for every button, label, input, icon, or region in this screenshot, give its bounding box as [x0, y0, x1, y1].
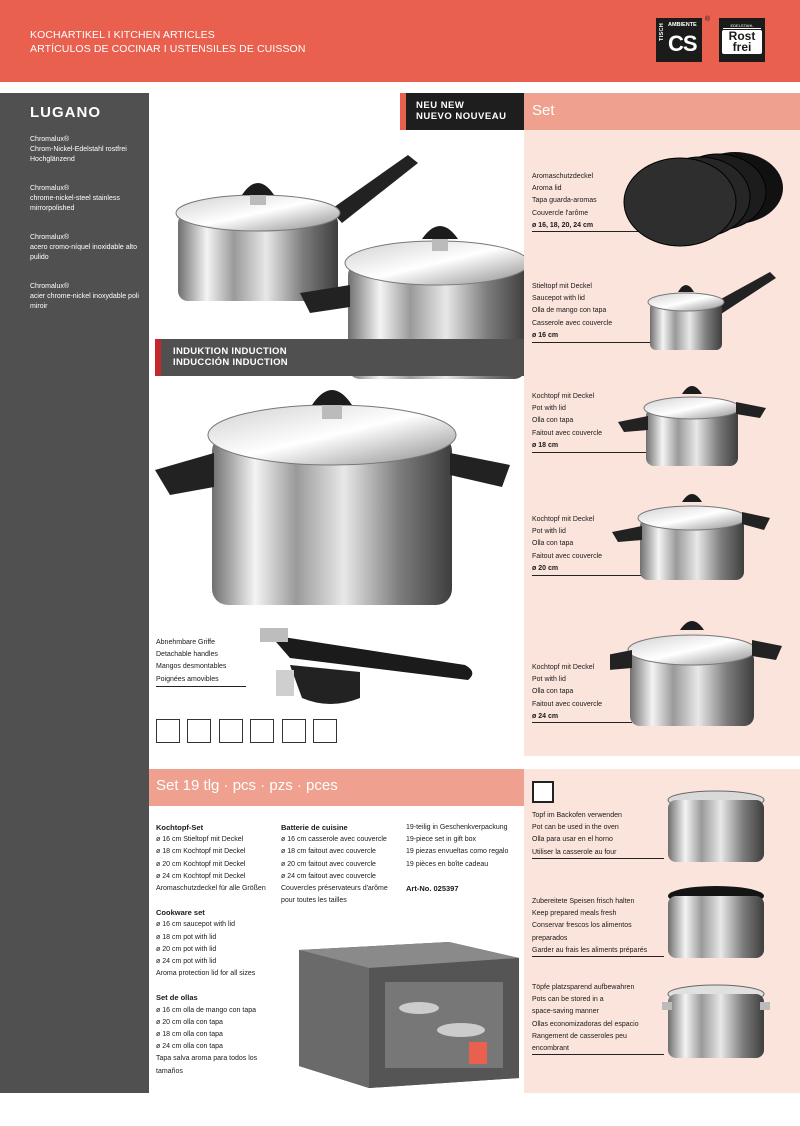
large-pot-image	[155, 390, 510, 605]
product-saucepot-text: Stieltopf mit Deckel Saucepot with lid Olla de mango con tapa Casserole avec couvercle ø 16 cm	[532, 283, 613, 339]
cookware-column-3: 19-teilig in Geschenkverpackung 19-piece set in gift box 19 piezas envueltas como regalo 19 pièces en boîte cadeau Art-No. 025397	[406, 822, 508, 895]
sidebar-block-de: Chromalux® Chrom-Nickel-Edelstahl rostfrei Hochglänzend	[30, 136, 127, 163]
tisch-ambiente-cs-logo: TISCH AMBIENTE CS ®	[656, 18, 702, 62]
product-pot-24-text: Kochtopf mit Deckel Pot with lid Olla con tapa Faitout avec couvercle ø 24 cm	[532, 664, 603, 720]
divider	[532, 956, 664, 957]
product-pot-20-text: Kochtopf mit Deckel Pot with lid Olla con tapa Faitout avec couvercle ø 20 cm	[532, 516, 603, 572]
oven-icon	[532, 781, 554, 803]
product-line-title: LUGANO	[30, 104, 101, 121]
pot-20-image	[612, 494, 770, 580]
product-thumbnails	[610, 140, 800, 750]
feature-images	[660, 788, 772, 1068]
product-aroma-lid-text: Aromaschutzdeckel Aroma lid Tapa guarda-aromas Couvercle l'arôme ø 16, 18, 20, 24 cm	[532, 173, 597, 229]
induction-badge: INDUKTION INDUCTION INDUCCIÓN INDUCTION	[155, 339, 524, 376]
set-title: Set 19 tlg · pcs · pzs · pces	[156, 777, 338, 794]
sidebar-block-fr: Chromalux® acier chrome-nickel inoxydable poli miroir	[30, 283, 139, 310]
pot-18-image	[618, 386, 766, 466]
set-bar	[524, 93, 800, 130]
new-badge: NEU NEW NUEVO NOUVEAU	[400, 93, 524, 130]
cookware-column-2: Batterie de cuisine ø 16 cm casserole avec couvercle ø 18 cm faitout avec couvercle ø 20 cm faitout avec couvercle ø 24 cm faitout avec couvercle Couvercles préservateurs d'arôme pour toutes les tailles	[281, 823, 388, 905]
cookware-column-1: Kochtopf-Set ø 16 cm Stieltopf mit Deckel ø 18 cm Kochtopf mit Deckel ø 20 cm Kochtopf mit Deckel ø 24 cm Kochtopf mit Deckel Aromaschutzdeckel für alle Größen Cookware set ø 16 cm saucepot with lid ø 18 cm pot with lid ø 20 cm pot with lid ø 24 cm pot with lid Aroma protection lid for all sizes Set de ollas ø 16 cm olla de mango con tapa ø 20 cm olla con tapa ø 18 cm olla con tapa ø 24 cm olla con tapa Tapa salva aroma para todos los tamaños	[156, 823, 266, 1075]
pot-24-image	[610, 621, 782, 726]
feature-fresh-text: Zubereitete Speisen frisch halten Keep prepared meals fresh Conservar frescos los alimentos preparados Garder au frais les aliments préparés	[532, 898, 648, 954]
handles-image	[250, 620, 480, 710]
feature-storage-text: Töpfe platzsparend aufbewahren Pots can be stored in a space-saving manner Ollas economizadoras del espacio Rangement de casseroles peu encombrant	[532, 984, 639, 1053]
oven-pot-image	[668, 791, 764, 862]
gift-box-image	[289, 938, 524, 1090]
feature-oven-text: Topf im Backofen verwenden Pot can be used in the oven Olla para usar en el horno Utiliser la casserole au four	[532, 812, 622, 856]
rostfrei-logo: EDELSTAHL Rost frei	[719, 18, 765, 62]
article-number: Art-No. 025397	[406, 883, 459, 893]
divider	[532, 1054, 664, 1055]
sidebar-block-en: Chromalux® chrome-nickel-steel stainless mirrorpolished	[30, 185, 120, 212]
header-line-1: KOCHARTIKEL I KITCHEN ARTICLES	[30, 29, 215, 41]
product-pot-18-text: Kochtopf mit Deckel Pot with lid Olla con tapa Faitout avec couvercle ø 18 cm	[532, 393, 603, 449]
divider	[156, 686, 246, 687]
sidebar-block-es: Chromalux® acero cromo-níquel inoxidable alto pulido	[30, 234, 138, 261]
electric-stove-icon	[187, 719, 211, 743]
header-line-2: ARTÍCULOS DE COCINAR I USTENSILES DE CUISSON	[30, 43, 306, 55]
stacked-pots-image	[662, 985, 770, 1058]
divider	[532, 858, 664, 859]
saucepot-image	[648, 272, 776, 350]
aroma-lids-image	[624, 152, 783, 246]
halogen-stove-icon	[250, 719, 274, 743]
detachable-handles-text: Abnehmbare Griffe Detachable handles Mangos desmontables Poignées amovibles	[156, 639, 227, 683]
header-bar	[0, 0, 800, 82]
fresh-pot-image	[668, 886, 764, 958]
ceramic-stove-icon	[219, 719, 243, 743]
dishwasher-icon	[313, 719, 337, 743]
gas-stove-icon	[156, 719, 180, 743]
induction-stove-icon	[282, 719, 306, 743]
set-label: Set	[532, 102, 555, 119]
